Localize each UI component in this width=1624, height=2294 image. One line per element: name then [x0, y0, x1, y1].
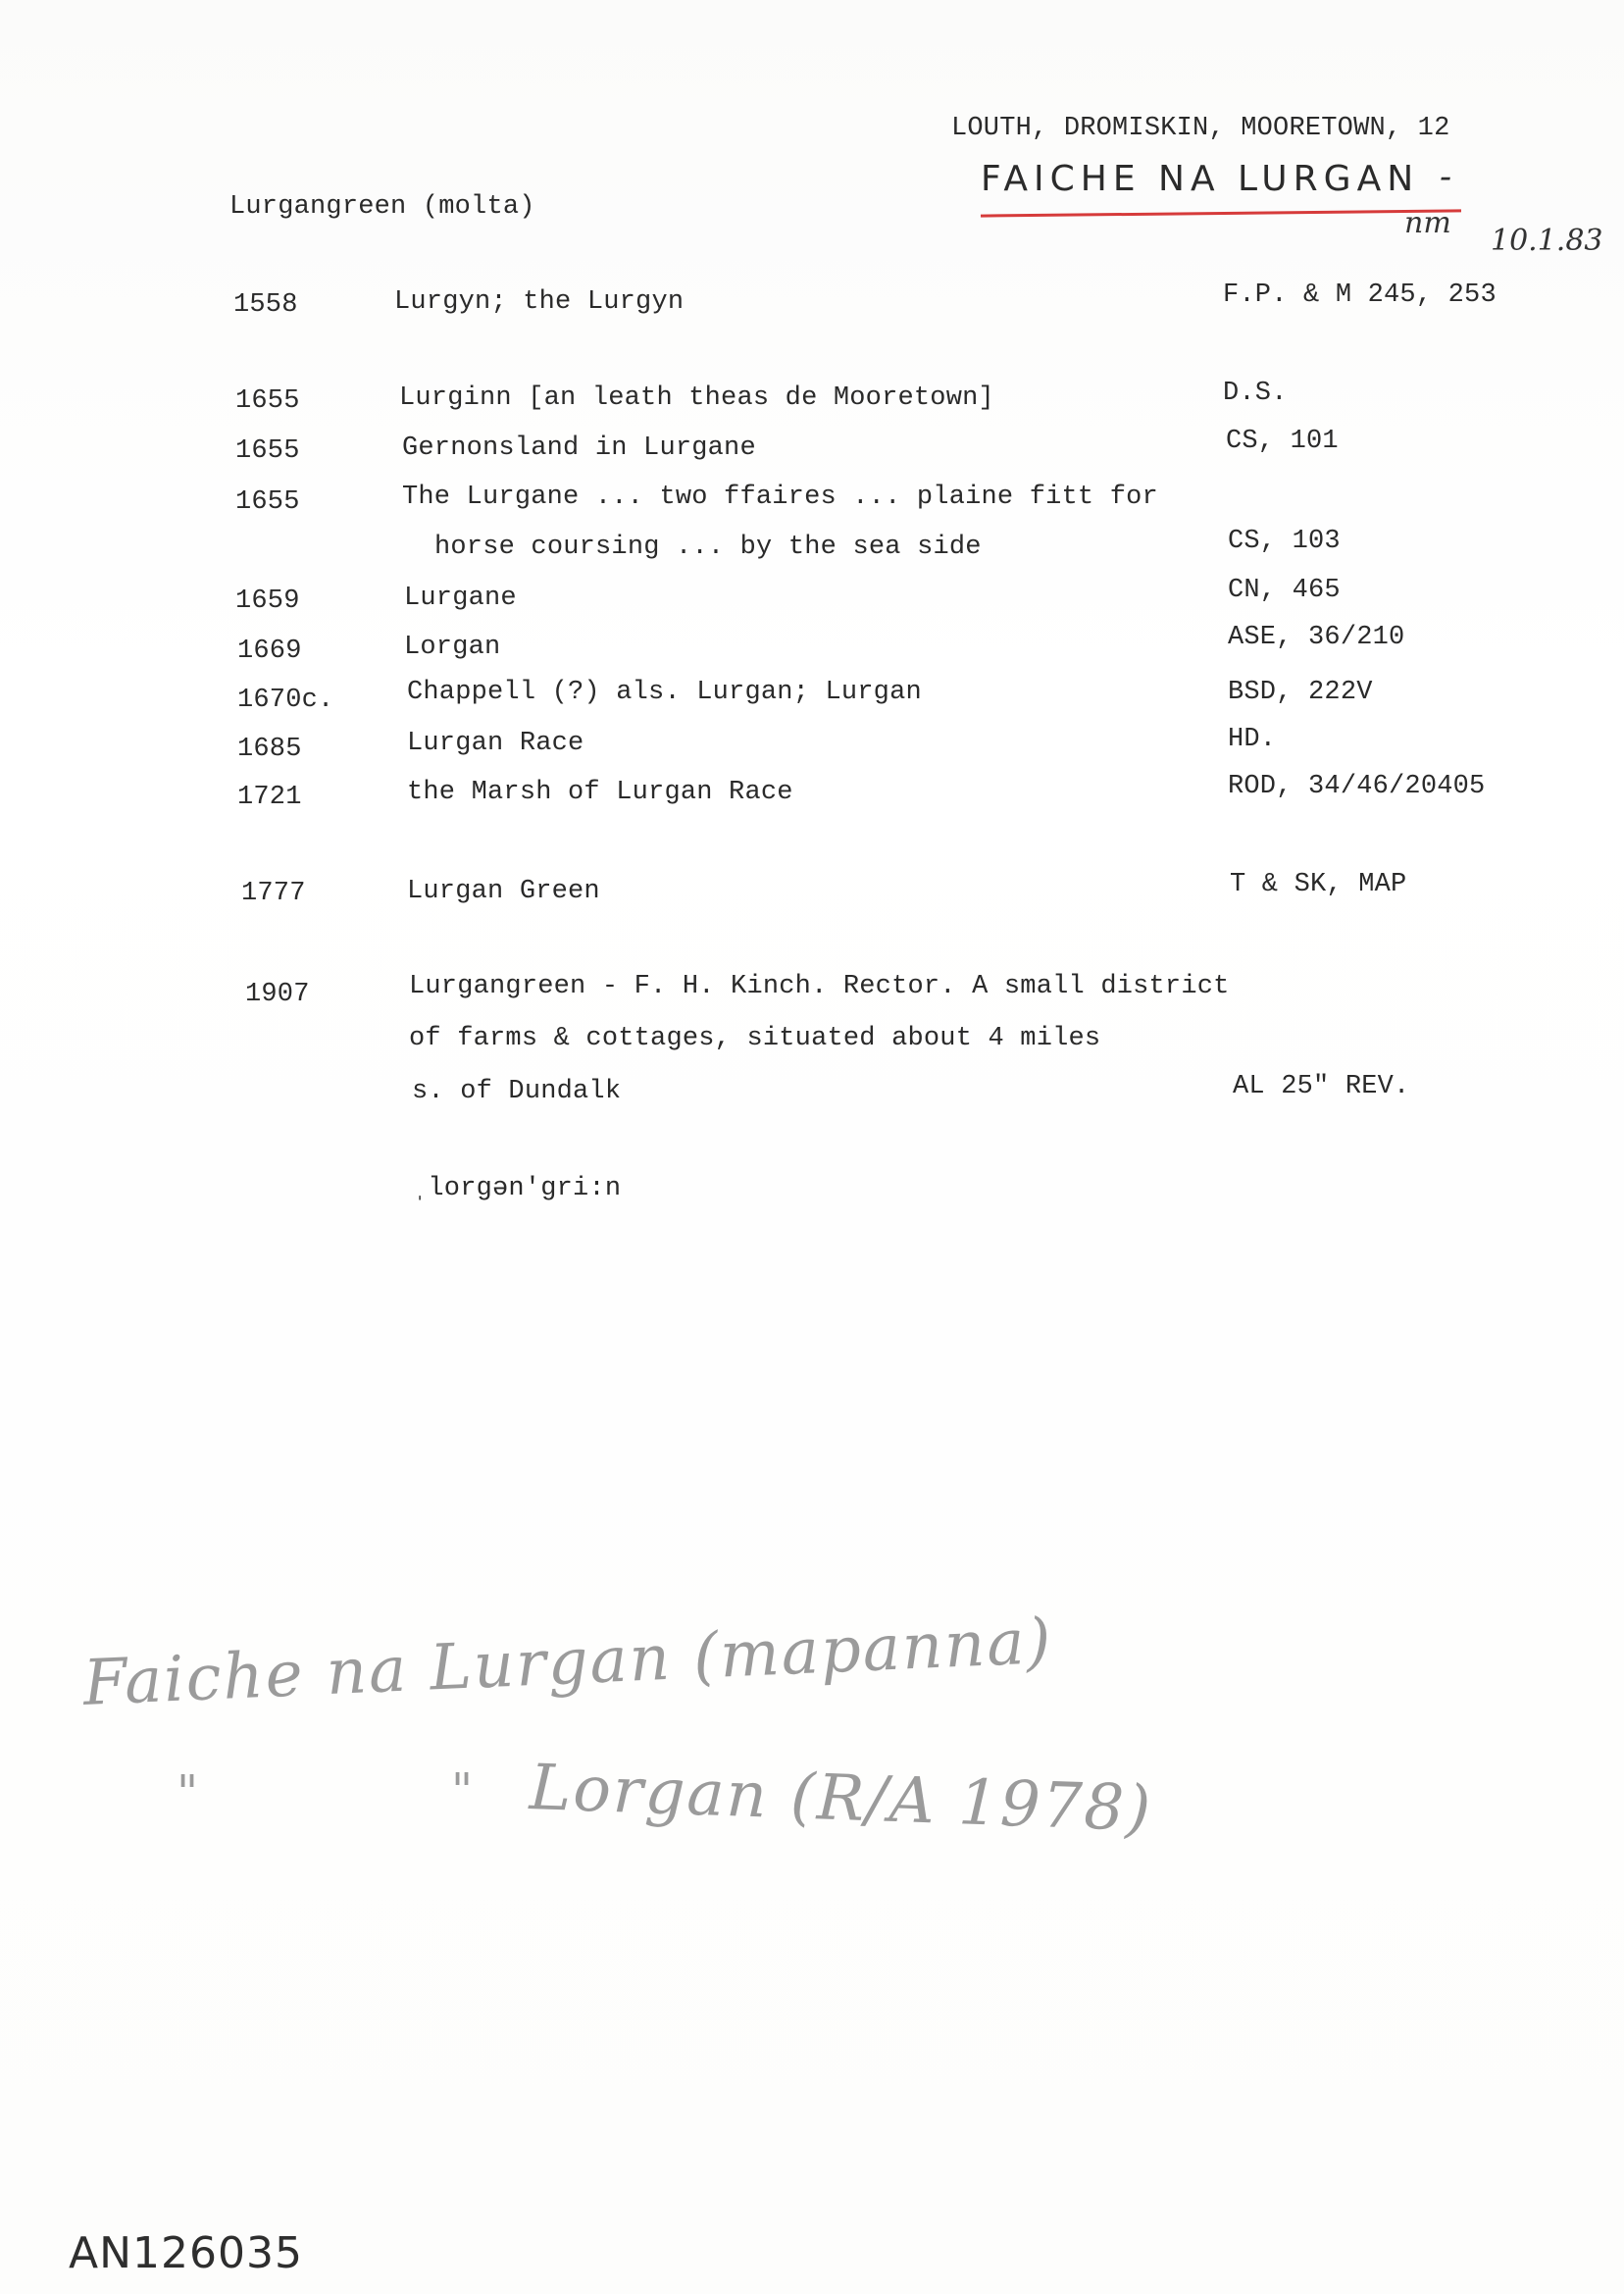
pencil-note-line1: Faiche na Lurgan (mapanna) [81, 1605, 1054, 1720]
archive-reference: AN126035 [69, 2228, 303, 2278]
pronunciation: ˌlorgən'gri:n [412, 1174, 622, 1203]
date-handwritten: 10.1.83 [1491, 224, 1603, 258]
irish-name-handwritten: FAICHE NA LURGAN [981, 159, 1420, 199]
red-underline [981, 209, 1461, 217]
pencil-ditto-2: " [451, 1763, 476, 1818]
header-dash: - [1440, 157, 1452, 197]
document-page: LOUTH, DROMISKIN, MOORETOWN, 12 FAICHE NA LURGAN - nm 10.1.83 Lurgangreen (molta) 1558 Lurgyn; the Lurgyn F.P. & M 245, 253 1655 Lurginn [an leath theas de Mooretown] D.S. 1655 Gernonsland in Lurgane CS, 101 1655 The Lurgane ... two ffaires ... plaine fitt for horse coursing ... by the sea side CS, 103 1659 Lurgane CN, 465 1669 Lorgan ASE, 36/210 1670c. Chappell (?) als. Lurgan; Lurgan BSD, 222V 1685 Lurgan Race HD. 1721 the Marsh of Lurgan Race ROD, 34/46/20405 1777 Lurgan Green T & SK, MAP 1907 Lurgangreen - F. H. Kinch. Rector. A small district of farms & cottages, situated about 4 miles s. of Dundalk AL 25" REV. ˌlorgən'gri:n Faiche na Lurgan (mapanna) " " Lorgan (R/A 1978) AN126035 [0, 0, 1624, 2294]
pencil-note-line2: Lorgan (R/A 1978) [528, 1752, 1154, 1847]
pencil-ditto-1: " [177, 1765, 201, 1820]
location-header: LOUTH, DROMISKIN, MOORETOWN, 12 [951, 114, 1450, 143]
headword: Lurgangreen (molta) [229, 192, 535, 222]
initials-handwritten: nm [1404, 206, 1451, 240]
